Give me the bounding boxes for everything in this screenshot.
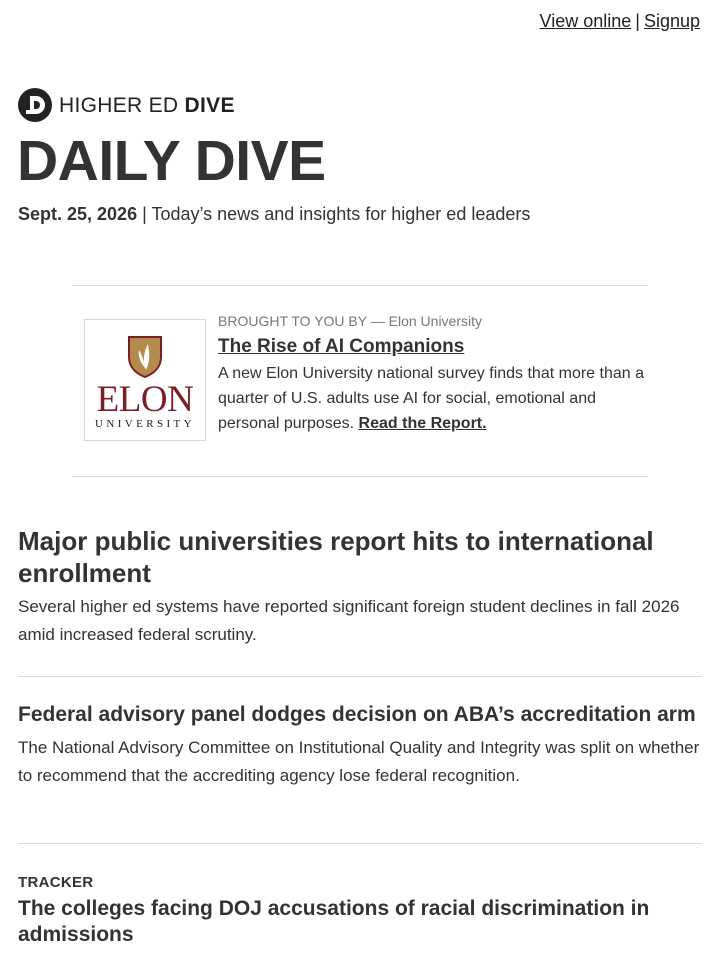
sponsor-body — [218, 361, 648, 436]
signup-link[interactable]: Signup — [643, 11, 700, 31]
divider — [18, 676, 702, 677]
story-summary: The National Advisory Committee on Institutional Quality and Integrity was split on whether to recommend that the accrediting agency lose federal recognition. — [18, 738, 700, 785]
brand-name — [59, 95, 235, 116]
story-item — [18, 525, 702, 649]
brand-logo-link[interactable] — [18, 88, 235, 122]
divider — [72, 476, 648, 477]
brand-name-regular: HIGHER ED — [59, 93, 179, 117]
story-headline[interactable]: Federal advisory panel dodges decision on ABA’s accreditation arm — [18, 703, 696, 726]
sponsor-kicker: BROUGHT TO YOU BY — Elon University — [218, 313, 483, 329]
sponsor-title-link[interactable]: The Rise of AI Companions — [218, 336, 465, 357]
newsletter-title: DAILY DIVE — [17, 129, 326, 193]
view-online-link[interactable]: View online — [539, 11, 632, 31]
story-headline[interactable]: Major public universities report hits to international enrollment — [18, 526, 654, 588]
elon-subtitle: UNIVERSITY — [95, 418, 195, 430]
elon-shield-icon — [127, 335, 163, 378]
tagline: Today’s news and insights for higher ed leaders — [151, 204, 531, 224]
sponsor-body-text: A new Elon University national survey finds that more than a quarter of U.S. adults use AI for social, emotional and personal purposes. — [218, 365, 644, 432]
story-headline[interactable]: The colleges facing DOJ accusations of racial discrimination in admissions — [18, 897, 650, 946]
story-item — [18, 702, 702, 790]
divider — [18, 843, 702, 844]
story-item — [18, 874, 702, 948]
dateline — [18, 204, 530, 225]
read-report-link[interactable]: Read the Report. — [358, 415, 487, 432]
elon-wordmark: ELON — [96, 379, 194, 420]
story-summary: Several higher ed systems have reported significant foreign student declines in fall 2026 amid increased federal scrutiny. — [18, 597, 680, 644]
issue-date: Sept. 25, 2026 — [18, 204, 138, 224]
dive-logo-icon — [18, 88, 52, 122]
divider — [72, 285, 648, 286]
top-links-separator: | — [635, 11, 640, 31]
dateline-separator: | — [142, 204, 147, 224]
sponsor-logo[interactable] — [84, 319, 206, 441]
sponsor-block — [218, 313, 648, 436]
brand-name-bold: DIVE — [184, 93, 235, 117]
top-links — [540, 11, 700, 32]
story-kicker: TRACKER — [18, 874, 94, 891]
